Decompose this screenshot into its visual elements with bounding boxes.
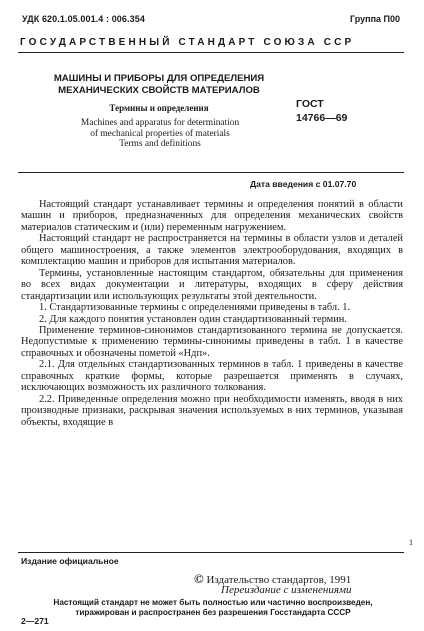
udk-code: УДК 620.1.05.001.4 : 006.354	[22, 14, 145, 24]
body-paragraph: 2. Для каждого понятия установлен один стандартизованный термин.	[39, 313, 347, 325]
title-line: МЕХАНИЧЕСКИХ СВОЙСТВ МАТЕРИАЛОВ	[58, 85, 260, 96]
introduction-date: Дата введения с 01.07.70	[250, 179, 357, 189]
english-title-line: of mechanical properties of materials	[90, 128, 230, 139]
english-title-line: Machines and apparatus for determination	[80, 118, 240, 128]
body-paragraph: Термины, установленные настоящим стандартом, обязательны для применения во всех видах документации и литературы, входящих в сферу действия стандартизации или использующих результаты этой деятельности.	[21, 267, 403, 302]
title-divider	[18, 172, 404, 173]
english-title-line: Terms and definitions	[119, 139, 201, 149]
body-paragraph: Настоящий стандарт не распространяется на термины в области узлов и деталей общего машиностроения, а также элементов электрооборудования, входящих в комплектацию машин и приборов для испытания материалов.	[21, 233, 403, 268]
notice-line: Настоящий стандарт не может быть полностью или частично воспроизведен,	[53, 598, 373, 607]
body-paragraph: Применение терминов-синонимов стандартизованного термина не допускается. Недопустимые к применению термины-синонимы приведены в табл. 1 в качестве справочных и обозначены пометой «Ндп».	[21, 324, 403, 359]
official-edition-label: Издание официальное	[21, 556, 119, 566]
page-mark: 1	[409, 538, 413, 547]
body-paragraph: 1. Стандартизованные термины с определениями приведены в табл. 1.	[39, 302, 351, 314]
body-paragraph: 2.2. Приведенные определения можно при необходимости изменять, вводя в них производные признаки, раскрывая значения используемых в них терминов, указывая объекты, входящие в	[21, 393, 403, 428]
gost-designation	[296, 97, 347, 125]
header-divider	[18, 52, 404, 53]
document-subtitle: Термины и определения	[109, 103, 209, 113]
document-body	[21, 199, 403, 428]
english-title	[50, 118, 270, 150]
state-standard-heading: ГОСУДАРСТВЕННЫЙ СТАНДАРТ СОЮЗА ССР	[20, 37, 355, 48]
body-paragraph: 2.1. Для отдельных стандартизованных терминов в табл. 1 приведены в качестве справочных краткие формы, которые разрешается применять в случаях, исключающих возможность их различного толкования.	[21, 359, 403, 394]
copyright-symbol: ©	[194, 571, 204, 586]
footer-divider	[18, 552, 404, 553]
copyright-text: Издательство стандартов, 1991	[206, 574, 352, 586]
body-paragraph: Настоящий стандарт устанавливает термины и определения понятий в области машин и приборов, предназначенных для определения механических свойств материалов статическим и (или) переменным нагружением.	[21, 199, 403, 233]
reprint-note: Переиздание с изменениями	[221, 584, 352, 596]
gost-label: ГОСТ	[296, 98, 324, 110]
title-line: МАШИНЫ И ПРИБОРЫ ДЛЯ ОПРЕДЕЛЕНИЯ	[53, 73, 265, 84]
group-code: Группа П00	[350, 14, 401, 24]
page-code: 2—271	[21, 616, 49, 626]
notice-line: тиражирован и распространен без разрешения Госстандарта СССР	[75, 608, 351, 617]
gost-number: 14766—69	[296, 112, 348, 124]
reproduction-notice	[20, 598, 406, 618]
document-title	[42, 73, 276, 97]
